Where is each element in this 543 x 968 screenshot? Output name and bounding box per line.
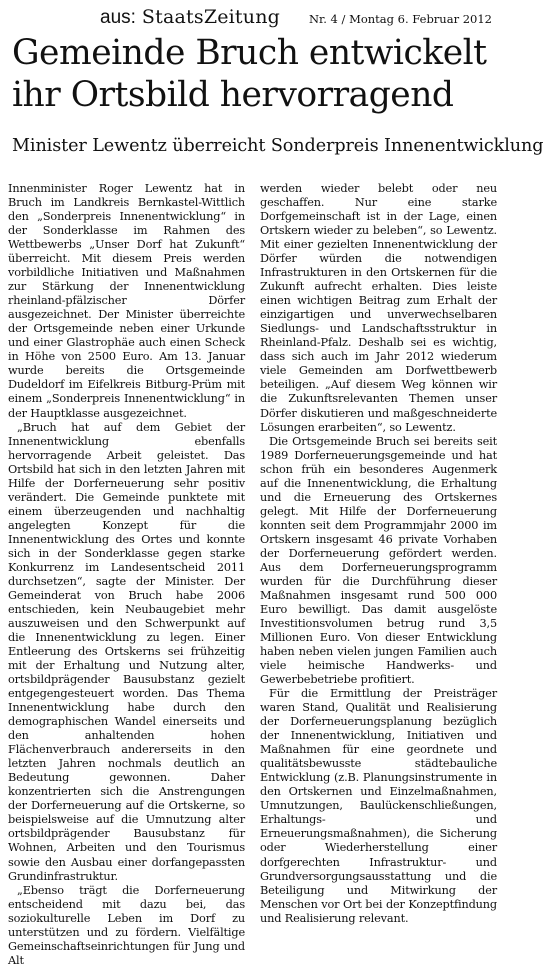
headline: Gemeinde Bruch entwickelt ihr Ortsbild hervorragend [12,33,487,115]
article-paragraph: Innenminister Roger Lewentz hat in Bruch im Landkreis Bernkastel-Wittlich den „Sonderpreis Innenentwicklung“ in der Sonderklasse im Rahmen des Wettbewerbs „Unser Dorf hat Zukunft“ überreicht. Mit diesem Preis werden vorbildliche Initiativen und Maßnahmen zur Stärkung der Innenentwicklung rheinland-pfälzischer Dörfer ausgezeichnet. Der Minister überreichte der Ortsgemeinde neben einer Urkunde und einer Glastrophäe auch einen Scheck in Höhe von 2500 Euro. Am 13. Januar wurde bereits die Ortsgemeinde Dudeldorf im Eifelkreis Bitburg-Prüm mit einem „Sonderpreis Innenentwicklung“ in der Hauptklasse ausgezeichnet. [8,182,245,420]
issue-date: Nr. 4 / Montag 6. Februar 2012 [308,12,492,26]
subheadline: Minister Lewentz überreicht Sonderpreis Innenentwicklung [12,136,543,156]
newspaper-name: StaatsZeitung [141,6,281,28]
article-paragraph: Für die Ermittlung der Preisträger waren Stand, Qualität und Realisierung der Dorferneuerungsplanung bezüglich der Innenentwicklung, Initiativen und Maßnahmen für eine geordnete und qualitätsbewusste städtebauliche Entwicklung (z.B. Planungsinstrumente in den Ortskernen und Einzelmaßnahmen, Umnutzungen, Baulückenschließungen, Erhaltungs- und Erneuerungsmaßnahmen), die Sicherung oder Wiederherstellung einer dorfgerechten Infrastruktur- und Grundversorgungsausstattung und die Beteiligung und Mitwirkung der Menschen vor Ort bei der Konzeptfindung und Realisierung relevant. [260,687,497,925]
article-paragraph: „Bruch hat auf dem Gebiet der Innenentwicklung ebenfalls hervorragende Arbeit geleistet. Das Ortsbild hat sich in den letzten Jahren mit Hilfe der Dorferneuerung sehr positiv verändert. Die Gemeinde punktete mit einem überzeugenden und nachhaltig angelegten Konzept für die Innenentwicklung des Ortes und konnte sich in der Sonderklasse gegen starke Konkurrenz im Landesentscheid 2011 durchsetzen“, sagte der Minister. Der Gemeinderat von Bruch habe 2006 entschieden, kein Neubaugebiet mehr auszuweisen und den Schwerpunkt auf die Innenentwicklung zu legen. Einer Entleerung des Ortskerns sei frühzeitig mit der Erhaltung und Nutzung alter, ortsbildprägender Bausubstanz gezielt entgegengesteuert worden. Das Thema Innenentwicklung habe durch den demographischen Wandel einerseits und den anhaltenden hohen Flächenverbrauch andererseits in den letzten Jahren nochmals deutlich an Bedeutung gewonnen. Daher konzentrierten sich die Anstrengungen der Dorferneuerung auf die Ortskerne, so beispielsweise auf die Umnutzung alter ortsbildprägender Bausubstanz für Wohnen, Arbeiten und den Tourismus sowie den Ausbau einer dorfangepassten Grundinfrastruktur. [8,420,245,883]
article-paragraph: Die Ortsgemeinde Bruch sei bereits seit 1989 Dorferneuerungsgemeinde und hat schon früh ein besonderes Augenmerk auf die Innenentwicklung, die Erhaltung und die Erneuerung des Ortskernes gelegt. Mit Hilfe der Dorferneuerung konnten seit dem Programmjahr 2000 im Ortskern insgesamt 46 private Vorhaben der Dorferneuerung gefördert werden. Aus dem Dorferneuerungsprogramm wurden für die Durchführung dieser Maßnahmen insgesamt rund 500 000 Euro bewilligt. Das damit ausgelöste Investitionsvolumen betrug rund 3,5 Millionen Euro. Von dieser Entwicklung haben neben vielen jungen Familien auch viele heimische Handwerks- und Gewerbebetriebe profitiert. [260,434,497,687]
article-paragraph: „Ebenso trägt die Dorferneuerung entscheidend mit dazu bei, das soziokulturelle Leben im Dorf zu unterstützen und zu fördern. Vielfältige Gemeinschaftseinrichtungen für Jung und Alt [8,883,245,967]
article-column-left [8,182,245,967]
article-paragraph: werden wieder belebt oder neu geschaffen. Nur eine starke Dorfgemeinschaft ist in der Lage, einen Ortskern wieder zu beleben“, so Lewentz. Mit einer gezielten Innenentwicklung der Dörfer würden die notwendigen Infrastrukturen in den Ortskernen für die Zukunft aufrecht erhalten. Dies leiste einen wichtigen Beitrag zum Erhalt der einzigartigen und unverwechselbaren Siedlungs- und Landschaftsstruktur in Rheinland-Pfalz. Deshalb sei es wichtig, dass sich auch im Jahr 2012 wiederum viele Gemeinden am Dorfwettbewerb beteiligen. „Auf diesem Weg können wir die Zukunftsrelevanten Themen unser Dörfer diskutieren und maßgeschneiderte Lösungen erarbeiten“, so Lewentz. [260,182,497,434]
source-prefix: aus: [100,7,136,28]
masthead [100,6,492,30]
article-column-right [260,182,497,925]
